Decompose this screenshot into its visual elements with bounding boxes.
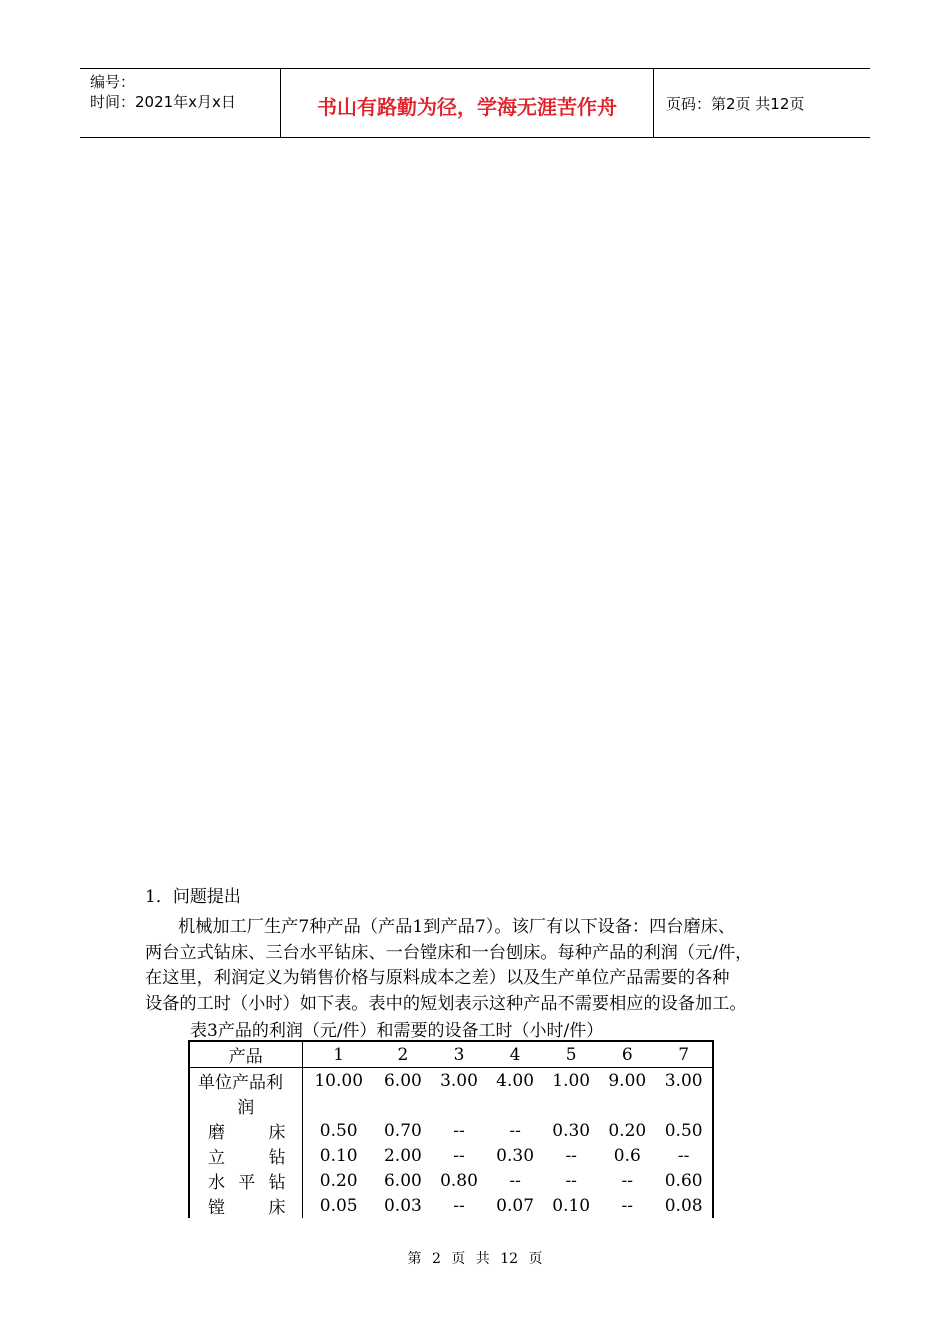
- table-cell: 0.20: [319, 1170, 358, 1191]
- paragraph-line: 在这里，利润定义为销售价格与原料成本之差）以及生产单位产品需要的各种: [145, 968, 730, 988]
- row-label-char: 立: [208, 1148, 225, 1168]
- product-number: 4: [487, 1041, 543, 1068]
- table-cell: 2.00: [383, 1145, 422, 1166]
- row-label-char: 磨: [208, 1123, 225, 1143]
- table-cell: 0.60: [655, 1168, 713, 1193]
- row-label: [189, 1193, 302, 1218]
- product-equipment-table: [188, 1040, 714, 1218]
- row-label-char: 水: [208, 1173, 225, 1193]
- row-label-char: 床: [268, 1198, 286, 1218]
- table-cell: 9.00: [608, 1070, 647, 1091]
- table-row-profit: [189, 1068, 713, 1094]
- row-label-char: 床: [268, 1123, 286, 1143]
- header-page-cell: [654, 69, 870, 137]
- table-header-label: 产品: [189, 1041, 302, 1068]
- table-row-horizontal-drill: [189, 1168, 713, 1193]
- table-row-boring: [189, 1193, 713, 1218]
- header-motto-cell: [281, 69, 654, 137]
- date-line: 时间：2021年x月x日: [90, 93, 236, 111]
- table-cell: 0.6: [613, 1145, 641, 1166]
- product-number: 2: [375, 1041, 431, 1068]
- table-cell: 6.00: [383, 1070, 422, 1091]
- table-caption: 表3产品的利润（元/件）和需要的设备工时（小时/件）: [190, 1021, 604, 1041]
- table-cell: 0.30: [552, 1120, 591, 1141]
- row-label: [189, 1168, 302, 1193]
- table-cell: 0.10: [552, 1195, 591, 1216]
- product-number: 6: [599, 1041, 655, 1068]
- table-cell: 10.00: [314, 1070, 364, 1091]
- table-cell: --: [565, 1145, 577, 1166]
- table-cell: 0.20: [608, 1120, 647, 1141]
- page-footer: 第 2 页 共 12 页: [407, 1251, 543, 1267]
- table-cell: --: [453, 1195, 465, 1216]
- product-number: 1: [302, 1041, 375, 1068]
- header-motto: 书山有路勤为径，学海无涯苦作舟: [317, 95, 617, 119]
- table-cell: 3.00: [655, 1068, 713, 1094]
- table-cell: --: [565, 1170, 577, 1191]
- table-row-profit-continued: [189, 1093, 713, 1118]
- row-label-char: 钻: [268, 1148, 286, 1168]
- row-label: [189, 1093, 302, 1118]
- table-cell: 0.05: [319, 1195, 358, 1216]
- paragraph-line: 两台立式钻床、三台水平钻床、一台镗床和一台刨床。每种产品的利润（元/件，: [145, 943, 753, 963]
- table-cell: 4.00: [496, 1070, 535, 1091]
- table-cell: --: [509, 1120, 521, 1141]
- row-label-text: 单位产品利: [198, 1073, 283, 1093]
- table-cell: 6.00: [383, 1170, 422, 1191]
- table-cell: 0.70: [383, 1120, 422, 1141]
- table-cell: 0.50: [319, 1120, 358, 1141]
- table-cell: 0.80: [440, 1170, 478, 1191]
- table-cell: --: [509, 1170, 521, 1191]
- header-meta-cell: [80, 69, 281, 137]
- table-cell: 0.03: [383, 1195, 422, 1216]
- paragraph-line: 设备的工时（小时）如下表。表中的短划表示这种产品不需要相应的设备加工。: [145, 994, 747, 1014]
- table-row-grinder: [189, 1118, 713, 1143]
- header-page-info: 页码：第2页 共12页: [666, 95, 805, 113]
- row-label-char: 平: [238, 1173, 256, 1193]
- row-label-continuation: 润: [237, 1098, 255, 1118]
- row-label: [189, 1118, 302, 1143]
- section-title: 1．问题提出: [145, 887, 241, 907]
- table-cell: 0.50: [655, 1118, 713, 1143]
- row-label: [189, 1068, 302, 1094]
- table-cell: 0.08: [655, 1193, 713, 1218]
- page-header: [80, 68, 870, 138]
- table-cell: 0.07: [496, 1195, 535, 1216]
- table-cell: --: [621, 1195, 634, 1216]
- table-cell: --: [453, 1145, 465, 1166]
- row-label: [189, 1143, 302, 1168]
- table-cell: 0.10: [319, 1145, 358, 1166]
- serial-number-label: 编号：: [90, 73, 136, 91]
- product-number: 3: [431, 1041, 487, 1068]
- row-label-char: 镗: [208, 1198, 225, 1218]
- table-cell: 0.30: [496, 1145, 535, 1166]
- table-cell: --: [621, 1170, 634, 1191]
- table-row-vertical-drill: [189, 1143, 713, 1168]
- paragraph-line: 机械加工厂生产7种产品（产品1到产品7）。该厂有以下设备：四台磨床、: [178, 917, 736, 937]
- row-label-char: 钻: [268, 1173, 286, 1193]
- table-cell: 3.00: [440, 1070, 478, 1091]
- product-number: 7: [655, 1041, 713, 1068]
- table-header-row: [189, 1041, 713, 1068]
- table-cell: --: [655, 1143, 713, 1168]
- table-cell: 1.00: [552, 1070, 591, 1091]
- product-number: 5: [543, 1041, 599, 1068]
- table-cell: --: [453, 1120, 465, 1141]
